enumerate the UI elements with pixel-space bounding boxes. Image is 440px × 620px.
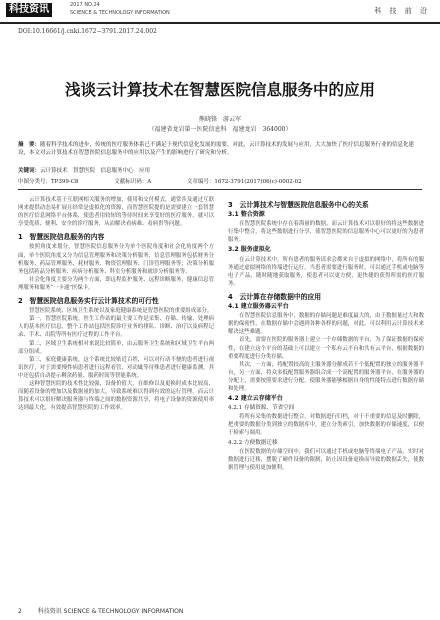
paragraph: 将所有采集的数据进行整合，对数据进行归档，对于不重要的信息及时删除，把重要的数据分类到独立的数据库中，建立分类索引，加快数据的存储速度，以便于检索与调用。 [228,414,424,437]
keywords-label: 关键词： [18,168,41,174]
abstract-label: 摘 要： [18,142,41,148]
subsection-4-2-2-heading: 4.2.2 方便数据迁移 [228,439,278,446]
section-1-heading: 1 智慧医院信息服务的内容 [18,233,105,242]
doi-line[interactable]: DOI:10.16661/j.cnki.1672−3791.2017.24.002 [18,28,157,35]
keywords-text: 云计算技术 智慧医院 信息服务中心 应用 [40,168,151,174]
right-column [228,196,424,472]
section-label: 科 技 前 沿 [374,7,430,15]
page-number: 2 [18,608,22,615]
footer-magazine: 科技资讯 SCIENCE & TECHNOLOGY INFORMATION [37,608,184,615]
paragraph: 首先，需要在医院的服务器上建立一个存储数据的平台，为了保证数据的保密性，在建立这个平台的基础上可以建立一个私有云平台和共有云平台，根据数据的重要程度进行分类存储。 [228,337,424,360]
paragraph: 智慧医院系统、区域卫生系统以及家庭健康系统是智慧医院的重要组成部分。 [29,308,213,315]
keywords [18,166,422,174]
paragraph: 第一，智慧医院系统，医生工作站的最主要工作是采集、存储、传输、处理病人的基本医疗信息，整个工作站包括医院诊疗业务的排队、诊断、治疗以及病程记录、手术、出院等所有医疗过程的工作平台。 [18,316,214,339]
article-number: 文章编号：1672-3791(2017)06(c)-0002-02 [186,179,302,185]
page-footer [18,606,422,615]
paragraph: 按照角度来划分，智慧医院信息服务分为单个医院角度和社会化角度两个方面，单个医院角度又分为信息管理服务和决策分析服务，信息管理服务包括财务分析服务、药品管理服务、耗材服务、物资管理服务、门诊管理服务等；决策分析服务包括药品分析服务、疾病分析服务、科室分析服务和就诊分析服务等。 [18,244,214,275]
classification-row [18,177,422,185]
section-2-heading: 2 智慧医院信息服务实行云计算技术的可行性 [18,297,159,306]
article-title: 浅谈云计算技术在智慧医院信息服务中的应用 [64,81,375,99]
author-names: 熊晓锋 游云军 [198,116,241,123]
journal-header [0,0,440,24]
section-4-heading: 4 云计算在存储数据中的应用 [228,292,322,301]
magazine-english-name: SCIENCE & TECHNOLOGY INFORMATION [70,10,170,16]
paragraph: 在智慧医院信息服务中，数据的存储问题是难度最大的，由于数据量过大和数据的保密性，在数据存储中会遇到各种各样的问题，对此，可以利用云计算技术来解决这些难题。 [228,313,424,336]
paragraph: 在云计算技术中，所有患者的服务请求会都来自于虚拟的网络中，将所有的服务通过虚拟网络的终端进行运行，当患者需要进行服务时，可以通过手机或电脑等电子产品，随时随地获取服务，使患者可以更方便，更快捷的获得所需的医疗服务。 [228,256,424,287]
paragraph: 其次，一方面，将配置较高的主服务器分解成若干个低配置的独立的服务器平台，另一方面，将众多低配置服务器组合成一个高配置的服务器平台，在服务器的分配上，需要按照要求进行分配，使服务器能够根据自身的性能特点进行数据存储和处理。 [228,361,424,392]
issue-number: 2017 NO.24 [70,2,100,8]
paragraph: 第二，区域卫生系统相对来说比较简单，由云服务卫生系统和区域卫生平台两部分组成。 [18,340,214,355]
section-3-heading: 3 云计算技术与智慧医院信息服务中心的关系 [228,201,369,209]
subsection-4-2-heading: 4.2 建立云存储平台 [228,395,283,403]
paragraph: 在智慧医院系统中存在着海量的数据，而云计算技术可以很好的将这些数据进行集中整合，将这些数据进行分享，使智慧医院的信息服务中心可以更好的为患者服务。 [228,221,424,244]
journal-logo: 科技资讯 [6,3,52,17]
subsection-4-1-heading: 4.1 建立服务器云平台 [228,303,289,311]
clc-number: 中图分类号：TP399-C8 [18,179,79,185]
paragraph: 第三，家庭健康系统，这个系统比较贴近百姓，可以对行动不便的患者进行视讯医疗，对于需要慢性病患者进行远程看管，对动辄等待殊患者进行健康监测，其中还包括自动提示剩余药量、服药时间等智能系统。 [18,356,214,379]
header-divider [18,189,422,190]
paragraph: 这种智慧医院的技术性比较强，设备价值大，在维修以及更换时成本比较高，而随着设备的增加以及数据量的加大，导致系统难以得到有效的运行管理，而云计算技术可以很好解决服务器与终端之间的数据资源共享，将电子设备的资源使用率达到最大化，有效提高智慧医院的工作效率。 [18,380,214,412]
paragraph: 在医院数据的存储空间中，我们可以通过手机或电脑等终端电子产品，实时对数据进行迁移，摆脱了硬件设备的限制，防止因设备更换而导致的数据丢失，使数据管理与使用更加便利。 [228,448,424,471]
subsection-3-1-heading: 3.1 整合资源 [228,211,265,219]
left-column [18,196,214,412]
abstract-text: 随着科学技术的进步，传统的医疗服务体系已不满足于现代信息化发展的需要，对此，云计算技术的发展与应用，大大加快了医疗信息服务行业的信息化建设，本文对云计算技术在智慧医院信息服务中的应用以及产生的影响进行了研究和分析。 [18,142,415,157]
abstract [18,141,422,158]
intro-paragraph: 云计算技术基于互联网相关服务的增加，使用和交付模式，通常涉及通过互联网来提供动态易扩展且经常是虚拟化的资源，而智慧医院提的是需要建立一套智慧的医疗信息网络平台体系，使患者用较短的等待时间来享受好的医疗服务，就可以享受优质、便利、安全的诊疗服务，从而解决看病难、看病贵等问题。 [18,197,214,228]
paragraph: 社会化角度主要分为两个方面，即远程监护服务、远程诊断服务，健康信息管理服务和服务“一卡通”医保卡。 [18,276,214,291]
author-affiliation: （福建省龙岩第一医院信息科 福建龙岩 364000） [148,126,292,133]
subsection-3-2-heading: 3.2 服务虚拟化 [228,246,271,254]
document-code: 文献标识码：A [114,179,152,185]
subsection-4-2-1-heading: 4.2.1 存储资源、节省空间 [228,405,295,412]
